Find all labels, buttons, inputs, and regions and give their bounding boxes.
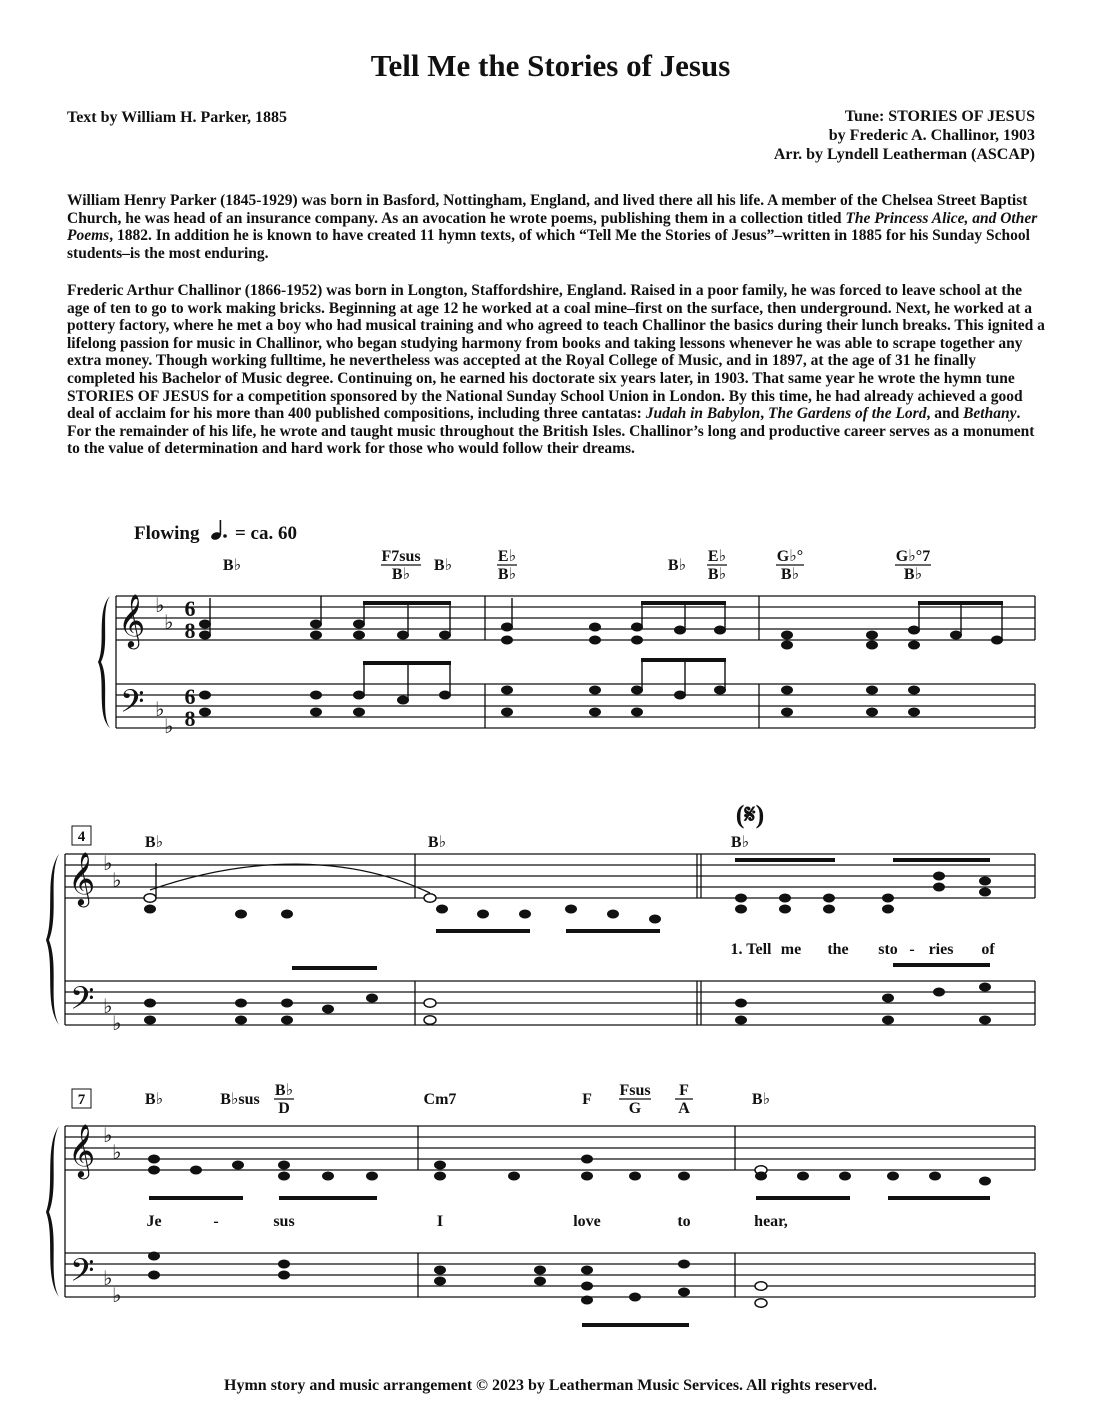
lyric-syllable: hear, (754, 1213, 788, 1230)
copyright-footer: Hymn story and music arrangement © 2023 by Leatherman Music Services. All rights reserved. (224, 1377, 877, 1394)
lyric-syllable: I (436, 1213, 444, 1230)
cantata-title: Judah in Babylon (645, 405, 761, 423)
chord-symbol: B♭ (144, 834, 164, 851)
lyric-syllable: love (573, 1213, 601, 1230)
cantata-title: Bethany (963, 405, 1017, 423)
flat-icon: ♭ (164, 612, 174, 634)
chord-symbol-bottom: B♭ (497, 566, 517, 583)
cantata-title: The Gardens of the Lord (768, 405, 927, 423)
note-group (144, 860, 991, 1024)
tune-credit-line: by Frederic A. Challinor, 1903 (828, 127, 1035, 144)
bass-clef-icon: 𝄢 (70, 982, 95, 1024)
chord-symbol: F (582, 1091, 592, 1108)
flat-icon: ♭ (112, 1142, 122, 1164)
time-signature-bottom: 8 (184, 706, 196, 731)
note-group (200, 596, 1004, 649)
lyric-syllable: Je (146, 1213, 162, 1230)
chord-symbol: B♭ (433, 557, 453, 574)
chord-symbol-top: F (679, 1082, 689, 1099)
lyric-syllable: the (827, 941, 849, 958)
tempo-value: = ca. 60 (234, 523, 297, 544)
flat-icon: ♭ (155, 595, 165, 617)
treble-clef-icon: 𝄞 (68, 853, 96, 904)
lyric-syllable: to (677, 1213, 691, 1230)
measure-number-text: 7 (77, 1092, 86, 1108)
chord-symbol-top: E♭ (497, 548, 517, 565)
bio-text: Frederic Arthur Challinor (1866-1952) was born in Longton, Staffordshire, England. Raised in a poor family, he was forced to leave school at the age of ten to go to work making bricks. Beginning at age 12 he worked at a coal mine–first on the surface, then underground. Next, he worked at a pottery factory, where he met a boy who had musical training and who agreed to teach Challinor the basics during their lunch breaks. This ignited a lifelong passion for music in Challinor, who began studying harmony from books and taking lessons whenever he was able to scrape together any extra money. Though working fulltime, he nevertheless was accepted at the Royal College of Music, and in 1897, at the age of 31 he finally completed his Bachelor of Music degree. Continuing on, he earned his doctorate six years later, in 1903. That same year he wrote the hymn tune STORIES OF JESUS for a competition sponsored by the National Sunday School Union in London. By this time, he had already achieved a good deal of acclaim for his more than 400 published compositions, including three cantatas: (67, 282, 1045, 423)
bass-clef-icon: 𝄢 (70, 1254, 95, 1296)
lyric-syllable: sto (878, 941, 898, 958)
lyric-syllable: - (213, 1213, 219, 1230)
chord-symbol: B♭ (751, 1091, 771, 1108)
flat-icon: ♭ (112, 1013, 122, 1035)
brace-icon (46, 596, 113, 1297)
chord-symbol: B♭ (222, 557, 242, 574)
chord-symbol-top: G♭°7 (895, 548, 931, 565)
chord-symbol-bottom: B♭ (391, 566, 411, 583)
page-title: Tell Me the Stories of Jesus (370, 48, 731, 83)
chord-symbol: B♭sus (220, 1091, 260, 1108)
chord-symbol-bottom: A (678, 1100, 690, 1117)
segno-icon: (𝄋) (735, 800, 765, 829)
treble-clef-icon: 𝄞 (118, 595, 146, 646)
chord-symbol: B♭ (427, 834, 447, 851)
bass-clef-icon: 𝄢 (120, 685, 145, 727)
text-credit: Text by William H. Parker, 1885 (67, 109, 288, 126)
chord-symbol: B♭ (144, 1091, 164, 1108)
measure-number (72, 826, 91, 845)
treble-clef-icon: 𝄞 (68, 1125, 96, 1176)
chord-symbol-bottom: G (628, 1100, 642, 1117)
bio-text: William Henry Parker (1845-1929) was born in Basford, Nottingham, England, and lived there all his life. A member of the Chelsea Street Baptist Church, he was head of an insurance company. As an avocation he wrote poems, publishing them in a collection titled (67, 192, 1028, 227)
bio-text: , (760, 405, 769, 423)
time-signature-top: 6 (184, 684, 196, 709)
lyric-syllable: me (780, 941, 802, 958)
flat-icon: ♭ (112, 870, 122, 892)
flat-icon: ♭ (155, 699, 165, 721)
flat-icon: ♭ (103, 1268, 113, 1290)
chord-symbol-top: B♭ (274, 1082, 294, 1099)
chord-symbol-top: G♭° (776, 548, 804, 565)
chord-symbols (145, 548, 931, 1117)
chord-symbol-bottom: B♭ (780, 566, 800, 583)
bio-text: , and (926, 405, 964, 423)
flat-icon: ♭ (164, 716, 174, 738)
note-group (149, 1155, 991, 1325)
chord-symbol: B♭ (730, 834, 750, 851)
chord-symbol-top: Fsus (619, 1082, 651, 1099)
note-group (200, 660, 920, 716)
lyric-syllable: of (981, 941, 995, 958)
tune-credit-line: Arr. by Lyndell Leatherman (ASCAP) (773, 146, 1035, 163)
flat-icon: ♭ (112, 1285, 122, 1307)
measure-number (72, 1089, 91, 1108)
lyric-syllable: - (909, 941, 915, 958)
chord-symbol-bottom: D (278, 1100, 290, 1117)
bio-text: , 1882. In addition he is known to have created 11 hymn texts, of which “Tell Me the Stories of Jesus”–written in 1885 for his Sunday School students–is the most enduring. (67, 227, 1030, 262)
time-signature-bottom: 8 (184, 618, 196, 643)
tune-credit-line: Tune: STORIES OF JESUS (844, 108, 1035, 125)
flat-icon: ♭ (103, 996, 113, 1018)
chord-symbol-bottom: B♭ (903, 566, 923, 583)
flat-icon: ♭ (103, 1125, 113, 1147)
tempo-text: Flowing (134, 523, 200, 544)
time-signature-top: 6 (184, 596, 196, 621)
chord-symbol-top: E♭ (707, 548, 727, 565)
lyric-syllable: sus (273, 1213, 295, 1230)
lyric-syllable: ries (928, 941, 954, 958)
flat-icon: ♭ (103, 853, 113, 875)
chord-symbol: Cm7 (423, 1091, 457, 1108)
book-title: The Princess Alice, and Other Poems (67, 209, 1038, 245)
chord-symbol-bottom: B♭ (707, 566, 727, 583)
lyrics (146, 941, 995, 1230)
chord-symbol: B♭ (667, 557, 687, 574)
lyric-syllable: 1. Tell (730, 941, 772, 958)
chord-symbol-top: F7sus (381, 548, 421, 565)
measure-number-text: 4 (77, 829, 86, 845)
bio-text: . For the remainder of his life, he wrote and taught music throughout the British Isles. Challinor’s long and productive career serves as a monument to the value of determination and hard work for those who would follow their dreams. (67, 405, 1035, 458)
